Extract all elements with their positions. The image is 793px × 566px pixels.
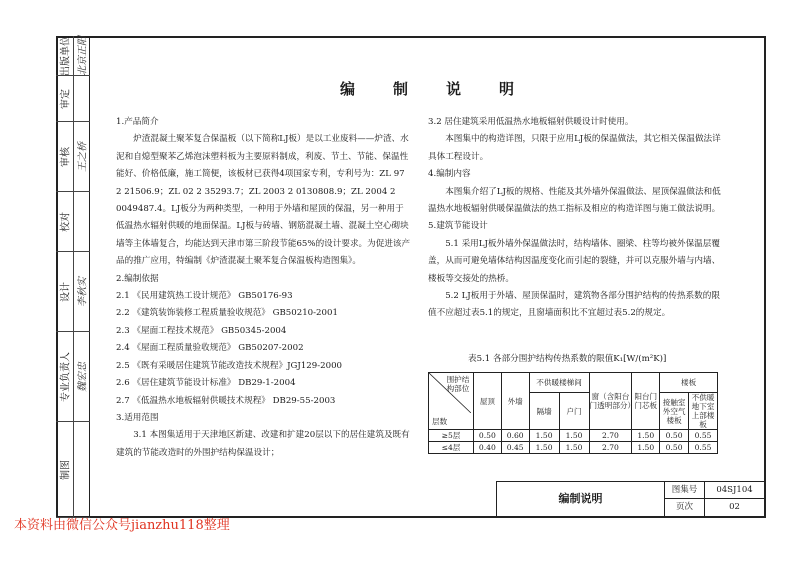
paragraph: 5.2 LJ板用于外墙、屋顶保温时，建筑物各部分围护结构的传热系数的限值不应超过表5.1的规定，且窗墙面积比不宜超过表5.2的规定。 — [428, 291, 720, 319]
table-row — [429, 430, 718, 442]
table-cell: 0.50 — [660, 430, 689, 442]
sidebar-value-box — [73, 76, 90, 121]
atlas-no: 04SJ104 — [705, 482, 764, 499]
sidebar-label-box — [56, 122, 73, 191]
sidebar-signature: 王之桥 — [77, 141, 89, 172]
sidebar-cell — [56, 192, 90, 252]
row-floors: ≤4层 — [429, 442, 474, 454]
col-header-partition-door: 户门 — [559, 393, 589, 430]
table-cell: 1.50 — [632, 430, 660, 442]
sidebar-label: 审核 — [60, 146, 72, 167]
table-caption: 表5.1 各部分围护结构传热系数的限值K₁[W/(m²K)] — [468, 354, 667, 364]
table-cell: 0.50 — [660, 442, 689, 454]
col-header-roof: 屋顶 — [473, 373, 501, 430]
col-header-window: 窗（含阳台门透明部分） — [589, 373, 632, 430]
watermark-text: 本资料由微信公众号jianzhu118整理 — [14, 518, 230, 533]
col-header-floor: 楼板 — [660, 373, 718, 393]
sidebar-label: 出版单位 — [60, 35, 72, 76]
left-column — [116, 114, 412, 462]
list-item: 2.1 《民用建筑热工设计规范》 GB50176-93 — [116, 291, 293, 302]
sidebar-cell — [56, 422, 90, 518]
sidebar-label: 制图 — [60, 459, 72, 480]
title-block-title: 编制说明 — [497, 482, 665, 516]
sidebar-label: 审定 — [60, 88, 72, 109]
table-cell: 2.70 — [589, 430, 632, 442]
col-header-wall: 外墙 — [501, 373, 529, 430]
approval-sidebar — [56, 36, 90, 518]
table-cell: 0.40 — [473, 442, 501, 454]
section-heading: 2.编制依据 — [116, 273, 159, 284]
sidebar-value-box — [73, 122, 90, 191]
corner-label-bottom: 层数 — [432, 417, 448, 426]
sidebar-label: 校对 — [60, 211, 72, 232]
sidebar-cell — [56, 36, 90, 76]
sidebar-label-box — [56, 36, 73, 75]
section-heading: 3.适用范围 — [116, 412, 159, 423]
coefficient-table — [428, 372, 718, 454]
sidebar-label-box — [56, 422, 73, 517]
table-cell: 1.50 — [529, 442, 559, 454]
paragraph: 5.1 采用LJ板外墙外保温做法时，结构墙体、圈梁、柱等均被外保温层覆盖，从而可避免墙体结构因温度变化而引起的裂缝，并可以克服外墙与内墙、楼板等交接处的热桥。 — [428, 238, 721, 284]
col-header-partition-wall: 隔墙 — [529, 393, 559, 430]
list-item: 2.6 《居住建筑节能设计标准》 DB29-1-2004 — [116, 378, 296, 389]
table-cell: 0.50 — [473, 430, 501, 442]
list-item: 2.3 《屋面工程技术规范》 GB50345-2004 — [116, 325, 287, 336]
col-header-balcony-door: 阳台门门芯板 — [632, 373, 660, 430]
sidebar-cell — [56, 122, 90, 192]
table-cell: 0.45 — [501, 442, 529, 454]
sidebar-label: 设计 — [60, 281, 72, 302]
sidebar-value-box — [73, 192, 90, 251]
section-heading: 5.建筑节能设计 — [428, 221, 488, 232]
table-row — [429, 442, 718, 454]
paragraph: 炉渣混凝土聚苯复合保温板（以下简称LJ板）是以工业废料——炉渣、水泥和自熄型聚苯乙烯泡沫塑料板为主要原料制成，利废、节土、节能、保温性能好、价格低廉，施工简便，该板材已获得4项国家专利，专利号为：ZL 97 2 21506.9；ZL 02 2 35293.7；ZL 2003 2 0130808.9；ZL 2004 2 0049487.4。LJ板分为两种类型，一种用于外墙和屋顶的保温，另一种用于低温热水辐射供暖的地面保温。LJ板与砖墙、钢筋混凝土墙、混凝土空心砌块墙等主体墙复合，均能达到天津市第三阶段节能65%的设计要求。为促进该产品的推广应用，特编制《炉渣混凝土聚苯复合保温板构造图集》。 — [116, 134, 411, 267]
list-item: 2.7 《低温热水地板辐射供暖技术规程》 DB29-55-2003 — [116, 395, 336, 406]
table-cell: 1.50 — [632, 442, 660, 454]
sidebar-signature: 李秋实 — [77, 276, 89, 307]
sidebar-signature: 北京正阳 — [77, 35, 89, 76]
table-cell: 1.50 — [559, 442, 589, 454]
corner-label-top: 围护结构部位 — [446, 375, 470, 393]
sidebar-label-box — [56, 76, 73, 121]
list-item: 3.2 居住建筑采用低温热水地板辐射供暖设计时使用。 — [428, 117, 634, 127]
right-column — [428, 114, 728, 323]
list-item: 2.2 《建筑装饰装修工程质量验收规范》 GB50210-2001 — [116, 308, 338, 319]
row-floors: ≥5层 — [429, 430, 474, 442]
paragraph: 3.1 本图集适用于天津地区新建、改建和扩建20层以下的居住建筑及既有建筑的节能改造时的外围护结构保温设计； — [116, 430, 410, 458]
col-header-partition: 不供暖楼梯间 — [529, 373, 589, 393]
section-heading: 1.产品简介 — [116, 117, 159, 127]
table-cell: 1.50 — [529, 430, 559, 442]
page-number: 02 — [729, 502, 740, 512]
sidebar-label-box — [56, 332, 73, 421]
sidebar-signature: 魏宏忠 — [77, 361, 89, 392]
table-cell: 0.60 — [501, 430, 529, 442]
sidebar-value-box — [73, 36, 90, 75]
table-cell: 0.55 — [689, 442, 718, 454]
paragraph: 本图集中的构造详图，只限于应用LJ板的保温做法，其它相关保温做法详具体工程设计。 — [428, 134, 721, 162]
paragraph: 本图集介绍了LJ板的规格、性能及其外墙外保温做法、屋顶保温做法和低温热水地板辐射供暖保温做法的热工指标及相应的构造详图与施工做法说明。 — [428, 186, 721, 215]
section-heading: 4.编制内容 — [428, 169, 471, 180]
list-item: 2.5 《既有采暖居住建筑节能改造技术规程》JGJ129-2000 — [116, 360, 343, 371]
table-corner-cell — [429, 373, 474, 430]
sidebar-value-box — [73, 252, 90, 331]
col-header-floor-overhang: 接触室外空气楼板 — [660, 393, 689, 430]
sidebar-cell — [56, 252, 90, 332]
sidebar-label: 专业负责人 — [60, 351, 72, 402]
sidebar-label-box — [56, 252, 73, 331]
atlas-no-label: 图集号 — [665, 482, 705, 499]
col-header-floor-unheated: 不供暖地下室上部楼板 — [689, 393, 718, 430]
sidebar-cell — [56, 332, 90, 422]
table-cell: 0.55 — [689, 430, 718, 442]
list-item: 2.4 《屋面工程质量验收规范》 GB50207-2002 — [116, 343, 304, 354]
table-cell: 1.50 — [559, 430, 589, 442]
table-cell: 2.70 — [589, 442, 632, 454]
sidebar-label-box — [56, 192, 73, 251]
title-block — [496, 481, 766, 518]
page-title: 编制说明 — [340, 80, 553, 98]
sidebar-cell — [56, 76, 90, 122]
page-label: 页次 — [665, 499, 705, 516]
sidebar-value-box — [73, 332, 90, 421]
sidebar-value-box — [73, 422, 90, 517]
